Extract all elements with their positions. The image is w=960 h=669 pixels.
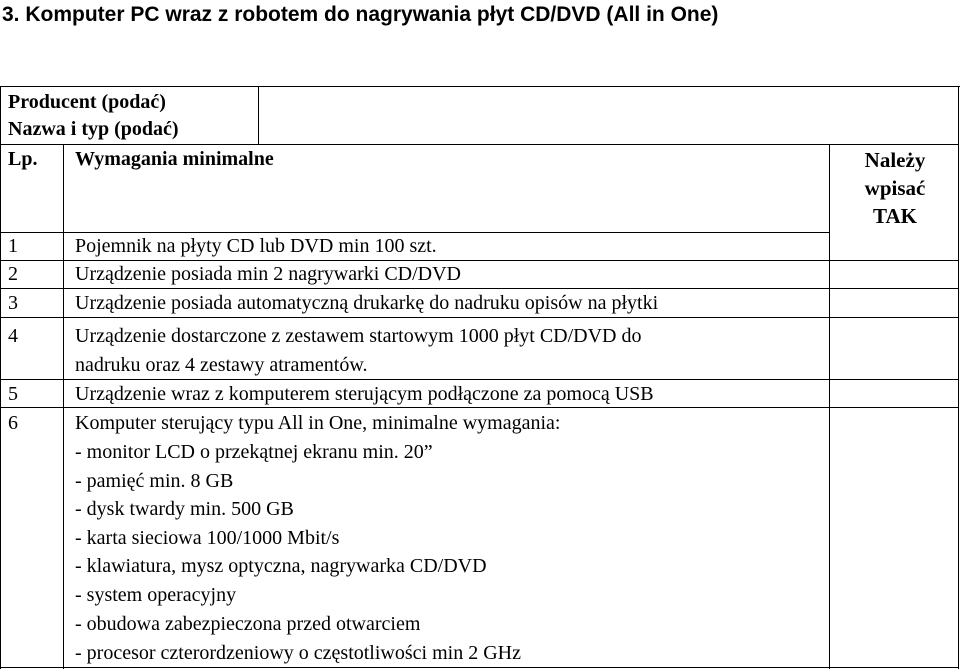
table-border-header-mid [258,86,960,87]
requirement-text: Urządzenie posiada automatyczną drukarkę do nadruku opisów na płytki [75,292,659,314]
requirement-text: Urządzenie posiada min 2 nagrywarki CD/DVD [75,263,461,285]
row-divider-4 [0,317,959,318]
header-row-divider [0,144,959,145]
requirements-header: Wymagania minimalne [75,148,274,170]
requirement-text: nadruku oraz 4 zestawy atramentów. [75,354,368,376]
requirement-text: Pojemnik na płyty CD lub DVD min 100 szt. [75,235,437,257]
row-number: 1 [8,235,18,257]
requirement-text: - karta sieciowa 100/1000 Mbit/s [75,527,340,549]
producer-label: Producent (podać) [8,91,166,113]
section-title: 3. Komputer PC wraz z robotem do nagrywania płyt CD/DVD (All in One) [2,3,719,26]
requirement-text: - klawiatura, mysz optyczna, nagrywarka CD/DVD [75,555,487,577]
requirement-text: - dysk twardy min. 500 GB [75,498,294,520]
row-number: 2 [8,263,18,285]
row-number: 5 [8,383,18,405]
table-border-bottom [0,667,959,668]
row-number: 3 [8,292,18,314]
requirement-text: - system operacyjny [75,584,237,606]
row-number: 6 [8,412,18,434]
row-divider-3 [0,288,959,289]
row-divider-5 [0,379,959,380]
row-divider-6 [0,407,959,408]
requirement-text: Komputer sterujący typu All in One, minimalne wymagania: [75,412,561,434]
requirement-text: Urządzenie dostarczone z zestawem startowym 1000 płyt CD/DVD do [75,325,642,347]
row-number: 4 [8,325,18,347]
requirement-text: - obudowa zabezpieczona przed otwarciem [75,613,421,635]
producer-value-divider [258,86,259,144]
requirement-text: Urządzenie wraz z komputerem sterującym podłączone za pomocą USB [75,383,654,405]
lp-header: Lp. [8,148,38,170]
requirement-text: - pamięć min. 8 GB [75,470,234,492]
confirm-header-line2: wpisać [864,176,926,200]
requirement-text: - monitor LCD o przekątnej ekranu min. 20” [75,441,433,463]
model-label: Nazwa i typ (podać) [8,118,179,140]
table-border-top [0,86,258,87]
table-border-left [0,86,1,669]
confirm-header-line3: TAK [873,204,917,228]
requirement-text: - procesor czterordzeniowy o częstotliwości min 2 GHz [75,642,521,664]
confirm-header-line1: Należy [864,148,926,172]
